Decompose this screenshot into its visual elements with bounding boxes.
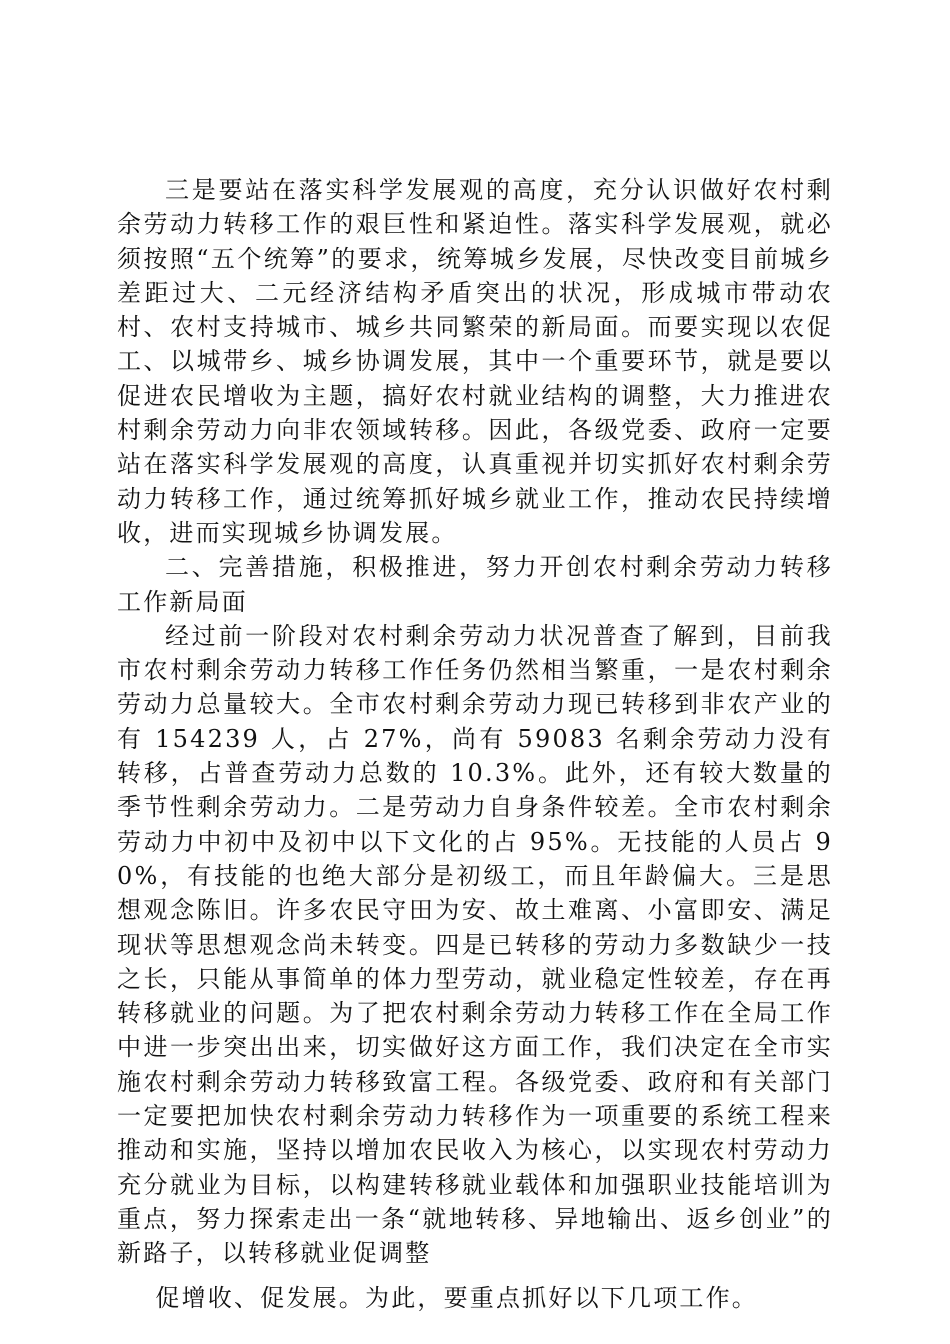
document-body: [117, 173, 833, 1315]
section-heading-2: 二、完善措施，积极推进，努力开创农村剩余劳动力转移工作新局面: [117, 553, 833, 616]
paragraph-4: 促增收、促发展。为此，要重点抓好以下几项工作。: [155, 1283, 758, 1312]
paragraph-1: 三是要站在落实科学发展观的高度，充分认识做好农村剩余劳动力转移工作的艰巨性和紧迫性。落实科学发展观，就必须按照“五个统筹”的要求，统筹城乡发展，尽快改变目前城乡差距过大、二元经济结构矛盾突出的状况，形成城市带动农村、农村支持城市、城乡共同繁荣的新局面。而要实现以农促工、以城带乡、城乡协调发展，其中一个重要环节，就是要以促进农民增收为主题，搞好农村就业结构的调整，大力推进农村剩余劳动力向非农领域转移。因此，各级党委、政府一定要站在落实科学发展观的高度，认真重视并切实抓好农村剩余劳动力转移工作，通过统筹抓好城乡就业工作，推动农民持续增收，进而实现城乡协调发展。: [117, 176, 833, 547]
paragraph-3: 经过前一阶段对农村剩余劳动力状况普查了解到，目前我市农村剩余劳动力转移工作任务仍然相当繁重，一是农村剩余劳动力总量较大。全市农村剩余劳动力现已转移到非农产业的有 154239 人，占 27%，尚有 59083 名剩余劳动力没有转移，占普查劳动力总数的 10.3%。此外，还有较大数量的季节性剩余劳动力。二是劳动力自身条件较差。全市农村剩余劳动力中初中及初中以下文化的占 95%。无技能的人员占 90%，有技能的也绝大部分是初级工，而且年龄偏大。三是思想观念陈旧。许多农民守田为安、故土难离、小富即安、满足现状等思想观念尚未转变。四是已转移的劳动力多数缺少一技之长，只能从事简单的体力型劳动，就业稳定性较差，存在再转移就业的问题。为了把农村剩余劳动力转移工作在全局工作中进一步突出出来，切实做好这方面工作，我们决定在全市实施农村剩余劳动力转移致富工程。各级党委、政府和有关部门一定要把加快农村剩余劳动力转移作为一项重要的系统工程来推动和实施，坚持以增加农民收入为核心，以实现农村劳动力充分就业为目标，以构建转移就业载体和加强职业技能培训为重点，努力探索走出一条“就地转移、异地输出、返乡创业”的新路子，以转移就业促调整: [117, 621, 833, 1268]
